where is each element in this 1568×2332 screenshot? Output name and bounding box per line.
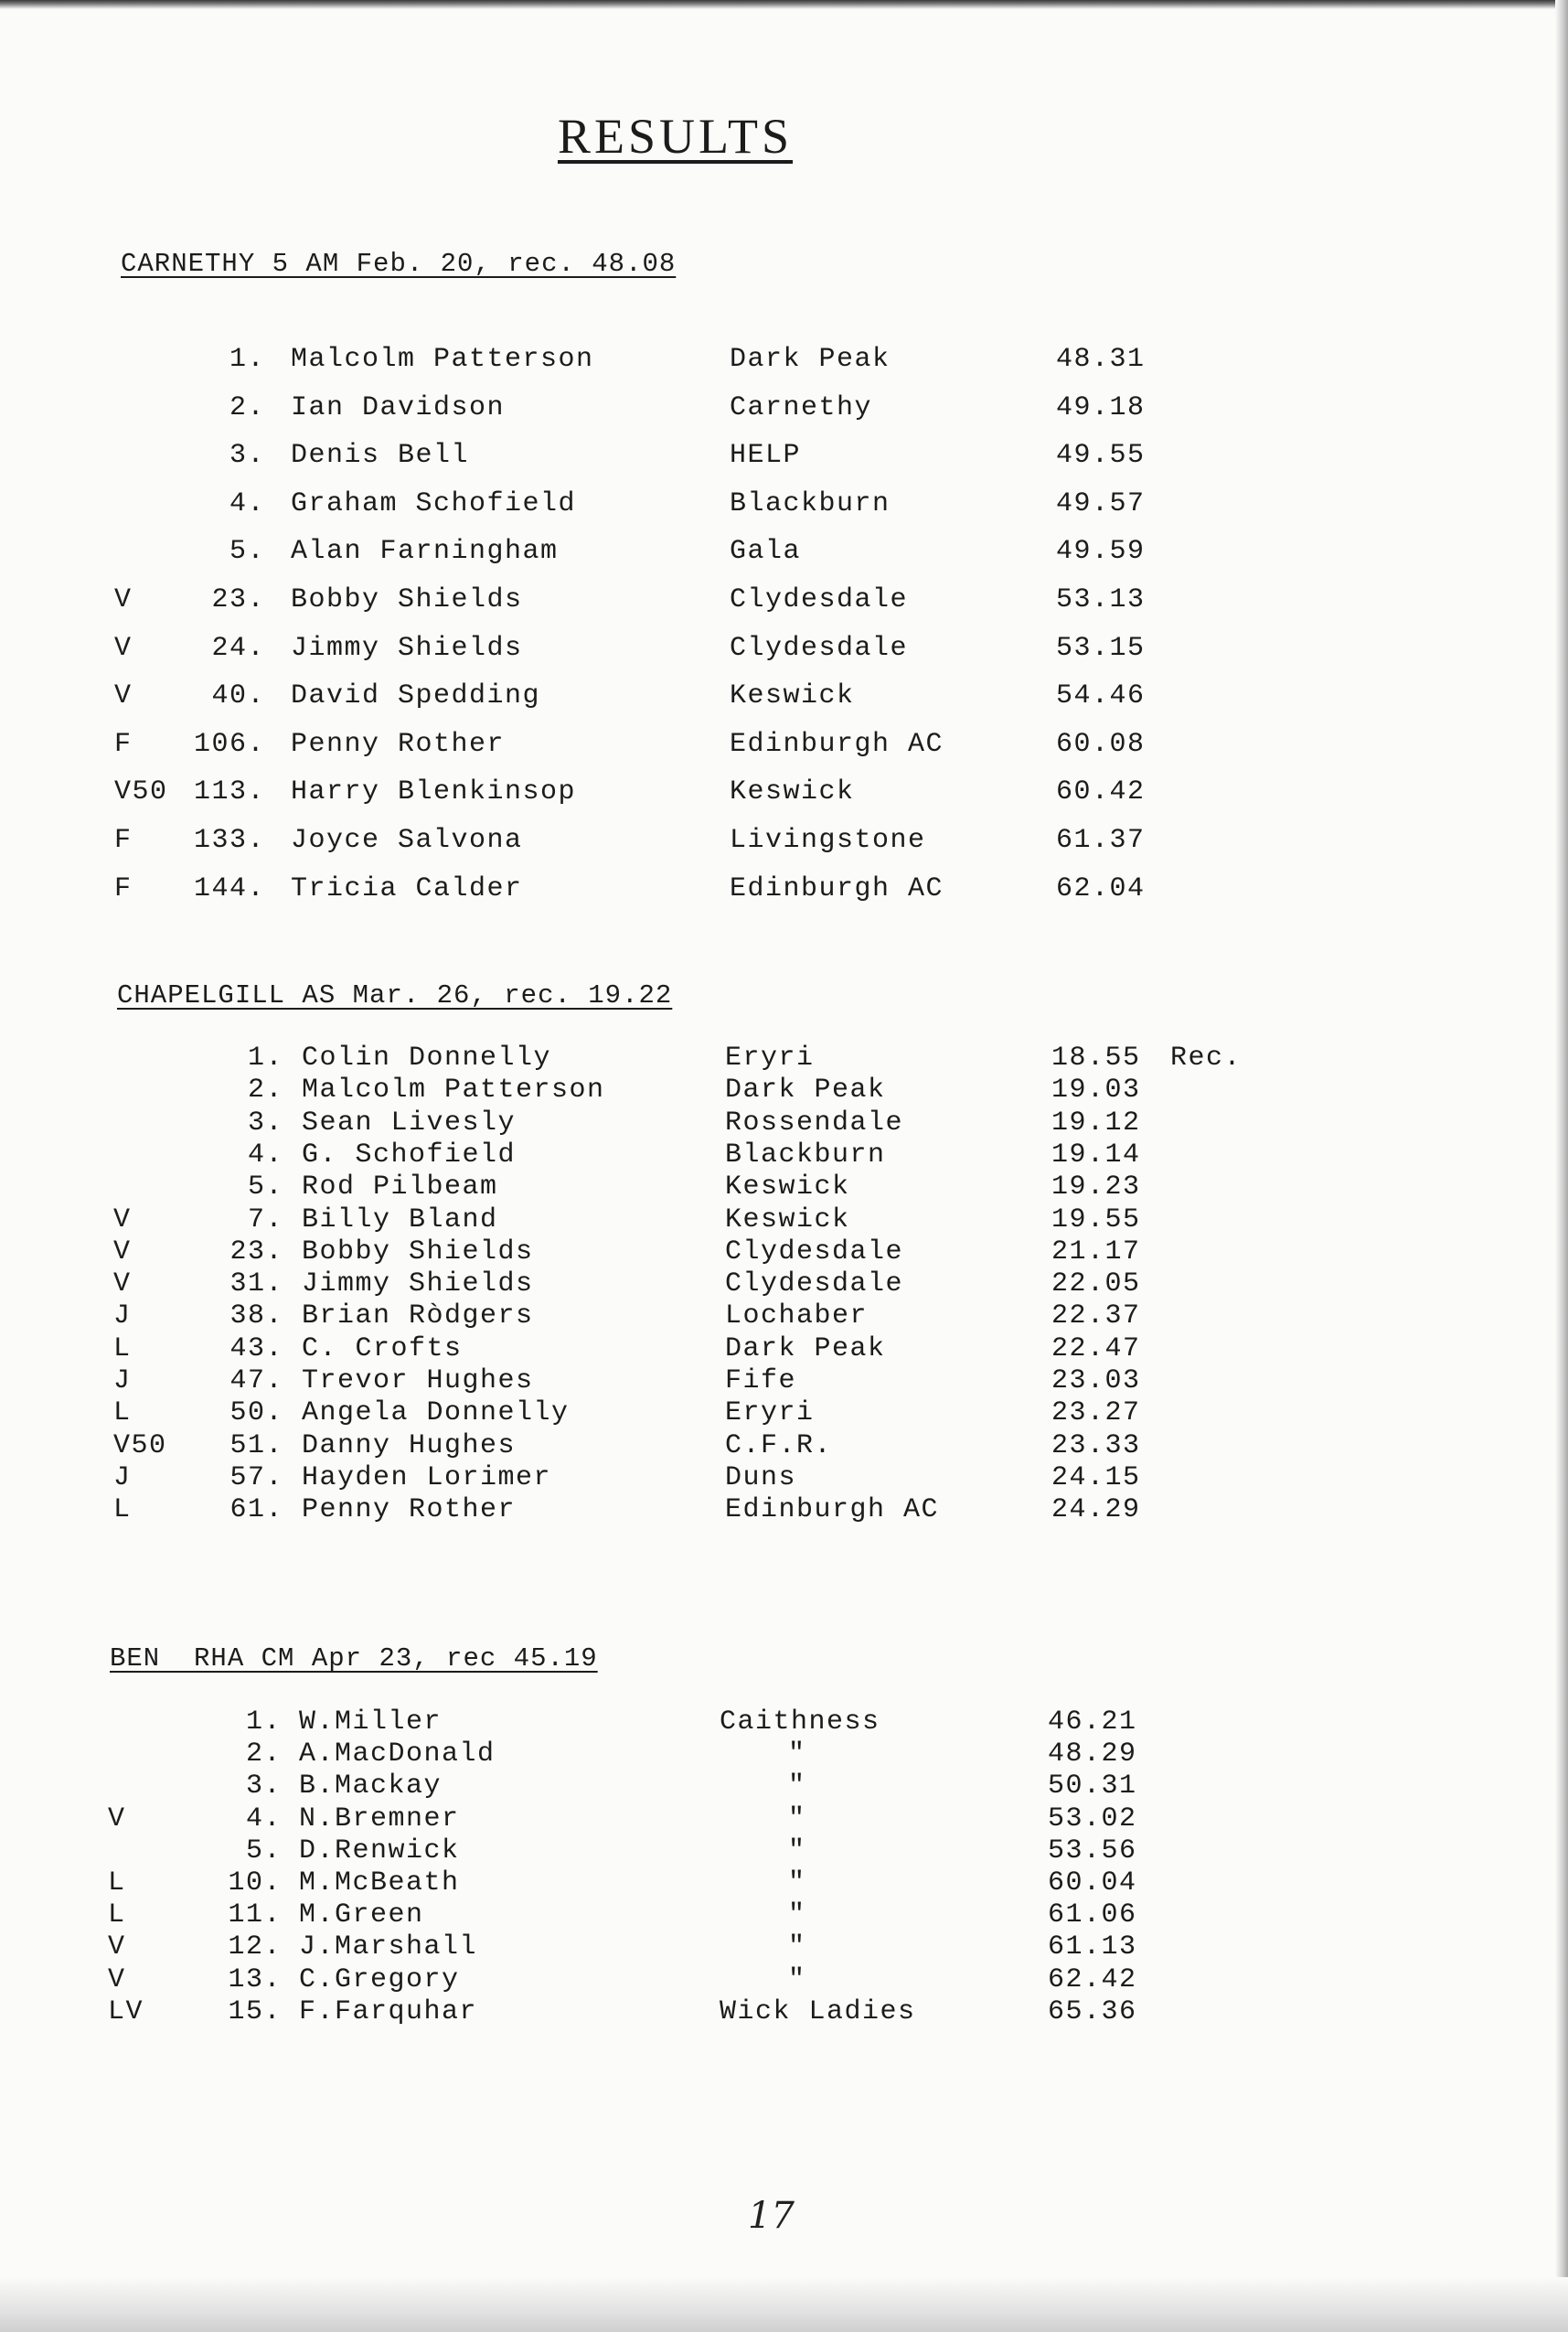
result-pos: 40. (211, 680, 265, 712)
result-cat: V (108, 1931, 126, 1963)
result-time: 60.42 (1056, 776, 1146, 808)
result-club: " (788, 1802, 806, 1835)
result-club: C.F.R. (725, 1429, 833, 1461)
race-heading-ben-rha: BEN RHA CM Apr 23, rec 45.19 (110, 1643, 598, 1674)
result-row (0, 1706, 1568, 1743)
result-cat: LV (108, 1995, 144, 2027)
result-club: Dark Peak (725, 1332, 886, 1364)
result-name: D.Renwick (299, 1835, 460, 1867)
result-club: " (788, 1963, 806, 1995)
result-club: Rossendale (725, 1107, 904, 1139)
result-club: " (788, 1899, 806, 1931)
result-pos: 4. (229, 487, 265, 519)
race-heading-chapelgill: CHAPELGILL AS Mar. 26, rec. 19.22 (117, 980, 673, 1011)
result-pos: 24. (211, 632, 265, 664)
result-name: B.Mackay (299, 1770, 443, 1802)
result-name: Sean Livesly (302, 1107, 517, 1139)
result-pos: 31. (229, 1268, 283, 1300)
result-time: 22.05 (1051, 1268, 1141, 1300)
result-row (0, 680, 1568, 717)
result-pos: 7. (247, 1203, 283, 1236)
result-club: Clydesdale (725, 1268, 904, 1300)
result-row (0, 1171, 1568, 1208)
result-time: 60.08 (1056, 728, 1146, 760)
result-pos: 23. (229, 1236, 283, 1268)
result-name: G. Schofield (302, 1139, 517, 1171)
result-club: Edinburgh AC (725, 1494, 940, 1526)
result-row (0, 1931, 1568, 1968)
result-row (0, 1333, 1568, 1370)
result-club: Keswick (730, 776, 855, 808)
result-name: M.Green (299, 1899, 424, 1931)
result-pos: 23. (211, 584, 265, 615)
result-row (0, 1964, 1568, 2001)
result-cat: L (108, 1867, 126, 1899)
result-cat: J (113, 1461, 132, 1493)
result-club: Duns (725, 1461, 797, 1493)
result-row (0, 825, 1568, 861)
result-name: Malcolm Patterson (291, 344, 594, 375)
result-time: 53.13 (1056, 584, 1146, 615)
result-club: HELP (730, 440, 802, 472)
result-cat: F (114, 825, 133, 856)
result-time: 61.06 (1048, 1899, 1137, 1931)
result-pos: 4. (245, 1802, 282, 1835)
result-cat: V (113, 1203, 132, 1236)
result-name: Danny Hughes (302, 1429, 517, 1461)
result-row (0, 1204, 1568, 1241)
result-pos: 3. (229, 440, 265, 472)
result-row (0, 776, 1568, 813)
result-cat: L (113, 1397, 132, 1429)
result-row (0, 1365, 1568, 1402)
result-pos: 2. (245, 1738, 282, 1770)
result-time: 23.27 (1051, 1397, 1141, 1429)
result-name: F.Farquhar (299, 1995, 478, 2027)
result-name: Colin Donnelly (302, 1043, 552, 1074)
result-name: David Spedding (291, 680, 541, 712)
result-pos: 11. (228, 1899, 282, 1931)
result-row (0, 1899, 1568, 1936)
result-name: J.Marshall (299, 1931, 478, 1963)
result-row (0, 1835, 1568, 1872)
result-pos: 1. (229, 344, 265, 375)
result-name: Ian Davidson (291, 391, 506, 423)
result-club: Keswick (730, 680, 855, 712)
result-pos: 38. (229, 1300, 283, 1332)
result-name: C.Gregory (299, 1963, 460, 1995)
result-time: 21.17 (1051, 1236, 1141, 1268)
result-cat: V (114, 584, 133, 615)
result-club: Keswick (725, 1203, 850, 1236)
result-row (0, 440, 1568, 476)
result-club: Edinburgh AC (730, 728, 944, 760)
result-cat: V (114, 632, 133, 664)
result-name: Hayden Lorimer (302, 1461, 552, 1493)
result-time: 53.56 (1048, 1835, 1137, 1867)
result-row (0, 873, 1568, 910)
result-pos: 113. (193, 776, 265, 808)
result-time: 19.14 (1051, 1139, 1141, 1171)
result-row (0, 488, 1568, 525)
result-club: Blackburn (725, 1139, 886, 1171)
result-name: Bobby Shields (302, 1236, 534, 1268)
result-time: 48.31 (1056, 344, 1146, 375)
page-number: 17 (748, 2195, 795, 2237)
result-name: Tricia Calder (291, 872, 523, 904)
result-name: N.Bremner (299, 1802, 460, 1835)
result-club: Dark Peak (730, 344, 891, 375)
result-time: 53.15 (1056, 632, 1146, 664)
result-pos: 15. (228, 1995, 282, 2027)
result-time: 23.03 (1051, 1365, 1141, 1396)
result-row (0, 1738, 1568, 1775)
result-row (0, 1430, 1568, 1467)
result-cat: V (108, 1963, 126, 1995)
result-row (0, 1043, 1568, 1079)
result-name: Malcolm Patterson (302, 1075, 605, 1107)
result-pos: 51. (229, 1429, 283, 1461)
result-time: 19.03 (1051, 1075, 1141, 1107)
result-club: Eryri (725, 1397, 815, 1429)
result-time: 62.04 (1056, 872, 1146, 904)
result-time: 61.13 (1048, 1931, 1137, 1963)
result-pos: 144. (193, 872, 265, 904)
result-row (0, 392, 1568, 429)
result-name: Bobby Shields (291, 584, 523, 615)
result-row (0, 1867, 1568, 1904)
result-name: Jimmy Shields (291, 632, 523, 664)
result-row (0, 1494, 1568, 1531)
result-club: Fife (725, 1365, 797, 1396)
result-row (0, 584, 1568, 621)
result-name: C. Crofts (302, 1332, 463, 1364)
result-cat: L (113, 1332, 132, 1364)
result-club: Edinburgh AC (730, 872, 944, 904)
result-cat: F (114, 728, 133, 760)
result-time: 19.55 (1051, 1203, 1141, 1236)
result-time: 23.33 (1051, 1429, 1141, 1461)
result-time: 18.55 (1051, 1043, 1141, 1074)
result-club: Dark Peak (725, 1075, 886, 1107)
result-club: Wick Ladies (720, 1995, 916, 2027)
result-pos: 5. (247, 1171, 283, 1203)
result-name: Jimmy Shields (302, 1268, 534, 1300)
result-row (0, 1268, 1568, 1305)
result-cat: V50 (114, 776, 168, 808)
result-club: Keswick (725, 1171, 850, 1203)
result-club: " (788, 1770, 806, 1802)
result-time: 62.42 (1048, 1963, 1137, 1995)
result-cat: J (113, 1300, 132, 1332)
result-row (0, 1107, 1568, 1144)
result-cat: V (113, 1268, 132, 1300)
result-time: 49.55 (1056, 440, 1146, 472)
result-name: A.MacDonald (299, 1738, 496, 1770)
result-time: 19.12 (1051, 1107, 1141, 1139)
result-time: 53.02 (1048, 1802, 1137, 1835)
result-pos: 5. (229, 536, 265, 568)
result-pos: 10. (228, 1867, 282, 1899)
result-time: 48.29 (1048, 1738, 1137, 1770)
result-club: Clydesdale (730, 632, 909, 664)
result-name: Alan Farningham (291, 536, 559, 568)
result-club: Clydesdale (730, 584, 909, 615)
result-row (0, 344, 1568, 380)
result-row (0, 1236, 1568, 1273)
result-row (0, 1803, 1568, 1840)
result-time: 22.47 (1051, 1332, 1141, 1364)
scan-edge-top (0, 0, 1568, 9)
result-pos: 3. (247, 1107, 283, 1139)
result-row (0, 1075, 1568, 1111)
result-time: 46.21 (1048, 1706, 1137, 1738)
result-row (0, 536, 1568, 572)
result-name: Harry Blenkinsop (291, 776, 577, 808)
result-pos: 5. (245, 1835, 282, 1867)
result-time: 24.29 (1051, 1494, 1141, 1526)
result-pos: 43. (229, 1332, 283, 1364)
result-club: Eryri (725, 1043, 815, 1074)
result-name: Graham Schofield (291, 487, 577, 519)
result-pos: 47. (229, 1365, 283, 1396)
result-cat: V (113, 1236, 132, 1268)
result-row (0, 1996, 1568, 2033)
result-name: Brian Ròdgers (302, 1300, 534, 1332)
result-name: Joyce Salvona (291, 825, 523, 856)
result-club: " (788, 1738, 806, 1770)
result-name: Denis Bell (291, 440, 470, 472)
result-time: 65.36 (1048, 1995, 1137, 2027)
result-club: Blackburn (730, 487, 891, 519)
result-pos: 50. (229, 1397, 283, 1429)
result-time: 60.04 (1048, 1867, 1137, 1899)
result-club: Clydesdale (725, 1236, 904, 1268)
result-row (0, 1770, 1568, 1807)
result-cat: V (108, 1802, 126, 1835)
result-time: 54.46 (1056, 680, 1146, 712)
result-cat: L (108, 1899, 126, 1931)
result-pos: 1. (247, 1043, 283, 1074)
result-row (0, 1397, 1568, 1434)
result-pos: 13. (228, 1963, 282, 1995)
result-cat: J (113, 1365, 132, 1396)
result-cat: F (114, 872, 133, 904)
result-time: 22.37 (1051, 1300, 1141, 1332)
result-name: Billy Bland (302, 1203, 498, 1236)
result-time: 24.15 (1051, 1461, 1141, 1493)
result-name: Rod Pilbeam (302, 1171, 498, 1203)
result-time: 49.18 (1056, 391, 1146, 423)
result-cat: L (113, 1494, 132, 1526)
result-name: Penny Rother (302, 1494, 517, 1526)
result-pos: 1. (245, 1706, 282, 1738)
result-pos: 57. (229, 1461, 283, 1493)
result-club: Gala (730, 536, 802, 568)
result-pos: 4. (247, 1139, 283, 1171)
result-name: Trevor Hughes (302, 1365, 534, 1396)
result-time: 49.57 (1056, 487, 1146, 519)
result-club: " (788, 1835, 806, 1867)
result-row (0, 633, 1568, 669)
result-name: Penny Rother (291, 728, 506, 760)
result-pos: 12. (228, 1931, 282, 1963)
result-name: M.McBeath (299, 1867, 460, 1899)
result-row (0, 1139, 1568, 1176)
result-cat: V50 (113, 1429, 167, 1461)
result-time: 19.23 (1051, 1171, 1141, 1203)
result-club: Livingstone (730, 825, 926, 856)
page-title: RESULTS (558, 109, 794, 164)
result-cat: V (114, 680, 133, 712)
result-row (0, 1462, 1568, 1499)
result-name: W.Miller (299, 1706, 443, 1738)
result-pos: 106. (193, 728, 265, 760)
scan-edge-bottom (0, 2277, 1568, 2332)
result-pos: 2. (229, 391, 265, 423)
result-note: Rec. (1170, 1043, 1243, 1074)
result-time: 50.31 (1048, 1770, 1137, 1802)
result-pos: 2. (247, 1075, 283, 1107)
result-row (0, 1300, 1568, 1337)
result-club: " (788, 1931, 806, 1963)
result-pos: 61. (229, 1494, 283, 1526)
result-row (0, 729, 1568, 765)
result-club: Lochaber (725, 1300, 869, 1332)
result-time: 49.59 (1056, 536, 1146, 568)
result-club: Caithness (720, 1706, 880, 1738)
result-pos: 3. (245, 1770, 282, 1802)
result-club: Carnethy (730, 391, 873, 423)
result-club: " (788, 1867, 806, 1899)
result-pos: 133. (193, 825, 265, 856)
result-time: 61.37 (1056, 825, 1146, 856)
race-heading-carnethy: CARNETHY 5 AM Feb. 20, rec. 48.08 (121, 249, 677, 279)
result-name: Angela Donnelly (302, 1397, 570, 1429)
